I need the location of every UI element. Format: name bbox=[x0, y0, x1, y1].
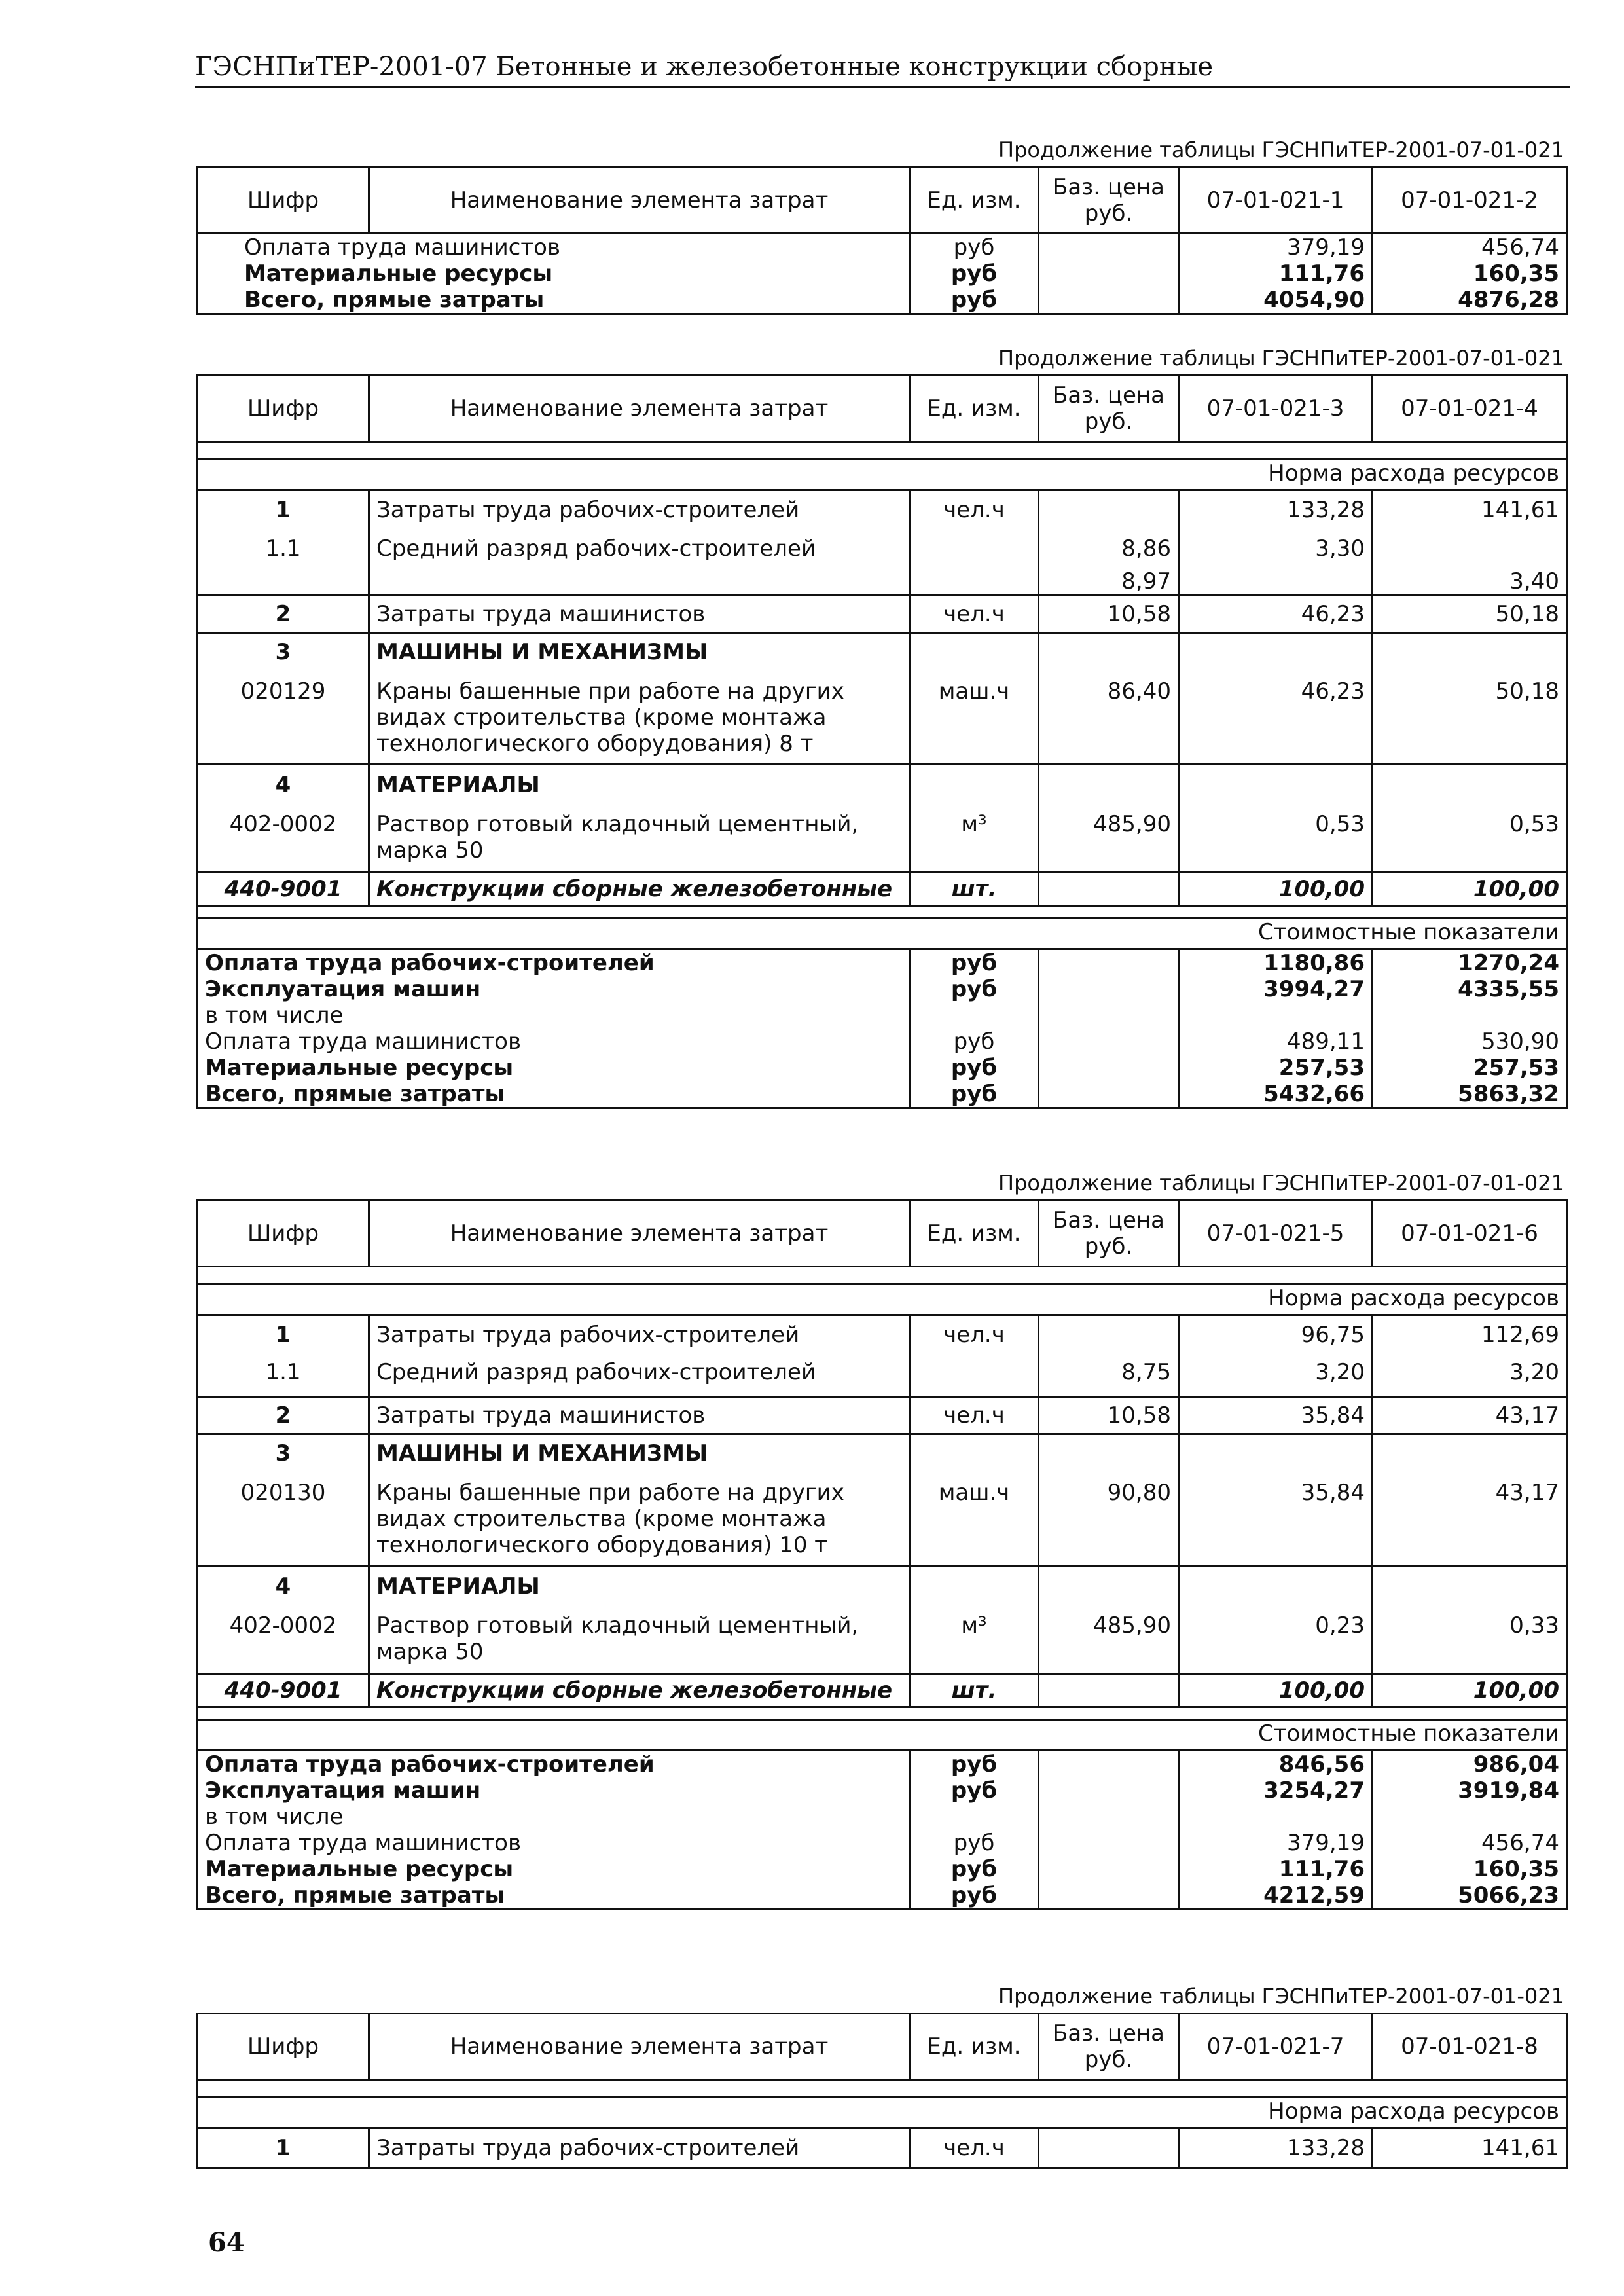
table-header-row bbox=[198, 376, 1567, 442]
row-code: 402-0002 bbox=[198, 1606, 369, 1674]
row-value-b: 5066,23 bbox=[1373, 1882, 1567, 1910]
col-header-price: Баз. цена руб. bbox=[1039, 2014, 1179, 2080]
row-name: Средний разряд рабочих-строителей bbox=[369, 529, 910, 562]
table-header-row bbox=[198, 2014, 1567, 2080]
row-price: 86,40 bbox=[1039, 672, 1179, 765]
row-code: 020130 bbox=[198, 1473, 369, 1566]
row-name: Раствор готовый кладочный цементный, марка 50 bbox=[369, 805, 910, 873]
table-row bbox=[198, 805, 1567, 873]
row-name: Затраты труда рабочих-строителей bbox=[369, 490, 910, 530]
col-header-code: Шифр bbox=[198, 2014, 369, 2080]
row-name: Затраты труда машинистов bbox=[369, 1397, 910, 1434]
row-value-a: 3994,27 bbox=[1179, 976, 1373, 1002]
row-value-a: 46,23 bbox=[1179, 596, 1373, 633]
row-value-b: 43,17 bbox=[1373, 1397, 1567, 1434]
section-heading: МАШИНЫ И МЕХАНИЗМЫ bbox=[369, 633, 910, 672]
row-value-a: 3,20 bbox=[1179, 1354, 1373, 1397]
row-unit: шт. bbox=[910, 1674, 1039, 1707]
row-value-a: 96,75 bbox=[1179, 1315, 1373, 1355]
row-name: Всего, прямые затраты bbox=[198, 287, 910, 314]
row-name: Эксплуатация машин bbox=[198, 976, 910, 1002]
col-header-unit: Ед. изм. bbox=[910, 376, 1039, 442]
col-header-code: Шифр bbox=[198, 1201, 369, 1267]
row-code: 4 bbox=[198, 765, 369, 805]
row-value-a: 5432,66 bbox=[1179, 1081, 1373, 1108]
col-header-unit: Ед. изм. bbox=[910, 168, 1039, 234]
row-price: 90,80 bbox=[1039, 1473, 1179, 1566]
row-name: Оплата труда рабочих-строителей bbox=[198, 949, 910, 977]
row-value-a: 133,28 bbox=[1179, 490, 1373, 530]
row-unit: руб bbox=[910, 1856, 1039, 1882]
row-code: 1 bbox=[198, 2128, 369, 2168]
row-value-b: 456,74 bbox=[1373, 1830, 1567, 1856]
row-unit: руб bbox=[910, 287, 1039, 314]
table-row bbox=[198, 1055, 1567, 1081]
row-value-b: 141,61 bbox=[1373, 490, 1567, 530]
row-unit: руб bbox=[910, 949, 1039, 977]
table-row bbox=[198, 1606, 1567, 1674]
row-value-b: 1270,24 bbox=[1373, 949, 1567, 977]
col-header-b: 07-01-021-2 bbox=[1373, 168, 1567, 234]
col-header-b: 07-01-021-4 bbox=[1373, 376, 1567, 442]
row-value-a: 489,11 bbox=[1179, 1029, 1373, 1055]
row-unit: чел.ч bbox=[910, 490, 1039, 530]
col-header-price: Баз. цена руб. bbox=[1039, 376, 1179, 442]
table-block-3 bbox=[196, 1171, 1566, 1910]
row-value-a: 0,23 bbox=[1179, 1606, 1373, 1674]
row-unit: руб bbox=[910, 1830, 1039, 1856]
table-row bbox=[198, 234, 1567, 261]
row-name: Всего, прямые затраты bbox=[198, 1882, 910, 1910]
col-header-price: Баз. цена руб. bbox=[1039, 1201, 1179, 1267]
continuation-label: Продолжение таблицы ГЭСНПиТЕР-2001-07-01-021 bbox=[998, 1171, 1564, 1195]
norms-table bbox=[196, 374, 1568, 1109]
table-row bbox=[198, 765, 1567, 805]
col-header-b: 07-01-021-8 bbox=[1373, 2014, 1567, 2080]
table-row bbox=[198, 1081, 1567, 1108]
section-heading: МАТЕРИАЛЫ bbox=[369, 765, 910, 805]
col-header-a: 07-01-021-5 bbox=[1179, 1201, 1373, 1267]
row-value-b: 456,74 bbox=[1373, 234, 1567, 261]
row-value-a: 379,19 bbox=[1179, 1830, 1373, 1856]
row-name: Оплата труда рабочих-строителей bbox=[198, 1751, 910, 1778]
table-row bbox=[198, 1804, 1567, 1830]
row-name: Затраты труда рабочих-строителей bbox=[369, 2128, 910, 2168]
row-name: Конструкции сборные железобетонные bbox=[369, 1674, 910, 1707]
row-value-b: 100,00 bbox=[1373, 873, 1567, 906]
row-value-a: 379,19 bbox=[1179, 234, 1373, 261]
row-unit: руб bbox=[910, 1055, 1039, 1081]
table-header-row bbox=[198, 168, 1567, 234]
row-code: 1.1 bbox=[198, 1354, 369, 1397]
row-name: Затраты труда рабочих-строителей bbox=[369, 1315, 910, 1355]
row-code: 440-9001 bbox=[198, 1674, 369, 1707]
row-unit: маш.ч bbox=[910, 672, 1039, 765]
table-header-row bbox=[198, 1201, 1567, 1267]
row-code: 1 bbox=[198, 490, 369, 530]
row-code: 440-9001 bbox=[198, 873, 369, 906]
table-row bbox=[198, 873, 1567, 906]
row-value-b: 141,61 bbox=[1373, 2128, 1567, 2168]
row-code: 3 bbox=[198, 633, 369, 672]
table-row bbox=[198, 1354, 1567, 1397]
table-row bbox=[198, 976, 1567, 1002]
row-value-a: 3,30 bbox=[1179, 529, 1373, 562]
row-unit: чел.ч bbox=[910, 1315, 1039, 1355]
row-name: Средний разряд рабочих-строителей bbox=[369, 1354, 910, 1397]
col-header-a: 07-01-021-1 bbox=[1179, 168, 1373, 234]
section-label: Стоимостные показатели bbox=[198, 1720, 1567, 1751]
row-value-b: 4876,28 bbox=[1373, 287, 1567, 314]
row-value-a: 35,84 bbox=[1179, 1397, 1373, 1434]
row-value-b: 5863,32 bbox=[1373, 1081, 1567, 1108]
row-value-b: 112,69 bbox=[1373, 1315, 1567, 1355]
table-row bbox=[198, 2128, 1567, 2168]
row-price: 10,58 bbox=[1039, 596, 1179, 633]
table-block-2 bbox=[196, 346, 1566, 1109]
col-header-a: 07-01-021-7 bbox=[1179, 2014, 1373, 2080]
table-block-1 bbox=[196, 137, 1566, 315]
table-row bbox=[198, 596, 1567, 633]
row-value-b: 0,53 bbox=[1373, 805, 1567, 873]
col-header-a: 07-01-021-3 bbox=[1179, 376, 1373, 442]
row-name: Материальные ресурсы bbox=[198, 1055, 910, 1081]
table-row bbox=[198, 633, 1567, 672]
section-label: Норма расхода ресурсов bbox=[198, 2098, 1567, 2128]
row-unit: м³ bbox=[910, 805, 1039, 873]
row-value-b: 50,18 bbox=[1373, 596, 1567, 633]
row-value-b: 3919,84 bbox=[1373, 1777, 1567, 1804]
row-name: Краны башенные при работе на других видах строительства (кроме монтажа технологического оборудования) 8 т bbox=[369, 672, 910, 765]
table-row bbox=[198, 1856, 1567, 1882]
row-value-a: 3254,27 bbox=[1179, 1777, 1373, 1804]
table-row bbox=[198, 1882, 1567, 1910]
norms-table bbox=[196, 2013, 1568, 2169]
table-row bbox=[198, 1029, 1567, 1055]
row-unit: руб bbox=[910, 1777, 1039, 1804]
table-row bbox=[198, 261, 1567, 287]
section-label: Норма расхода ресурсов bbox=[198, 460, 1567, 490]
norms-table bbox=[196, 1199, 1568, 1910]
row-code: 1 bbox=[198, 1315, 369, 1355]
table-row bbox=[198, 529, 1567, 562]
row-value-a: 35,84 bbox=[1179, 1473, 1373, 1566]
table-row bbox=[198, 1566, 1567, 1607]
row-value-b: 0,33 bbox=[1373, 1606, 1567, 1674]
row-code: 1.1 bbox=[198, 529, 369, 562]
row-unit: чел.ч bbox=[910, 596, 1039, 633]
section-label: Стоимостные показатели bbox=[198, 919, 1567, 949]
col-header-name: Наименование элемента затрат bbox=[369, 376, 910, 442]
row-value-a: 100,00 bbox=[1179, 1674, 1373, 1707]
row-code: 020129 bbox=[198, 672, 369, 765]
running-header: ГЭСНПиТЕР-2001-07 Бетонные и железобетонные конструкции сборные bbox=[195, 50, 1570, 88]
row-value-a: 846,56 bbox=[1179, 1751, 1373, 1778]
row-price: 8,86 bbox=[1039, 529, 1179, 562]
row-name: Материальные ресурсы bbox=[198, 1856, 910, 1882]
col-header-name: Наименование элемента затрат bbox=[369, 1201, 910, 1267]
row-name: Оплата труда машинистов bbox=[198, 234, 910, 261]
row-unit: чел.ч bbox=[910, 1397, 1039, 1434]
row-value-a: 111,76 bbox=[1179, 1856, 1373, 1882]
table-row bbox=[198, 1473, 1567, 1566]
row-unit: маш.ч bbox=[910, 1473, 1039, 1566]
row-price: 10,58 bbox=[1039, 1397, 1179, 1434]
row-value-b: 50,18 bbox=[1373, 672, 1567, 765]
col-header-price: Баз. цена руб. bbox=[1039, 168, 1179, 234]
table-row bbox=[198, 1434, 1567, 1474]
row-value-a: 133,28 bbox=[1179, 2128, 1373, 2168]
row-name: в том числе bbox=[198, 1002, 910, 1029]
table-row bbox=[198, 490, 1567, 530]
col-header-unit: Ед. изм. bbox=[910, 1201, 1039, 1267]
row-code: 2 bbox=[198, 596, 369, 633]
col-header-unit: Ед. изм. bbox=[910, 2014, 1039, 2080]
row-unit: руб bbox=[910, 261, 1039, 287]
row-value-a: 111,76 bbox=[1179, 261, 1373, 287]
table-row bbox=[198, 1674, 1567, 1707]
table-row bbox=[198, 1751, 1567, 1778]
row-value-b: 4335,55 bbox=[1373, 976, 1567, 1002]
row-value-b: 100,00 bbox=[1373, 1674, 1567, 1707]
row-price: 485,90 bbox=[1039, 805, 1179, 873]
table-row bbox=[198, 1777, 1567, 1804]
section-label: Норма расхода ресурсов bbox=[198, 1285, 1567, 1315]
row-name: Оплата труда машинистов bbox=[198, 1029, 910, 1055]
table-row bbox=[198, 1397, 1567, 1434]
row-name: Всего, прямые затраты bbox=[198, 1081, 910, 1108]
row-price: 8,97 bbox=[1039, 562, 1179, 596]
row-name: в том числе bbox=[198, 1804, 910, 1830]
col-header-code: Шифр bbox=[198, 376, 369, 442]
row-name: Краны башенные при работе на других видах строительства (кроме монтажа технологического оборудования) 10 т bbox=[369, 1473, 910, 1566]
col-header-name: Наименование элемента затрат bbox=[369, 168, 910, 234]
row-code: 3 bbox=[198, 1434, 369, 1474]
section-heading: МАТЕРИАЛЫ bbox=[369, 1566, 910, 1607]
row-unit: шт. bbox=[910, 873, 1039, 906]
row-value-a: 4054,90 bbox=[1179, 287, 1373, 314]
row-unit: руб bbox=[910, 1882, 1039, 1910]
continuation-label: Продолжение таблицы ГЭСНПиТЕР-2001-07-01-021 bbox=[998, 137, 1564, 162]
table-row bbox=[198, 1315, 1567, 1355]
row-value-a: 100,00 bbox=[1179, 873, 1373, 906]
row-unit: руб bbox=[910, 1029, 1039, 1055]
row-unit: чел.ч bbox=[910, 2128, 1039, 2168]
row-name: Конструкции сборные железобетонные bbox=[369, 873, 910, 906]
row-value-a: 257,53 bbox=[1179, 1055, 1373, 1081]
row-name: Эксплуатация машин bbox=[198, 1777, 910, 1804]
row-value-b: 43,17 bbox=[1373, 1473, 1567, 1566]
row-value-a: 1180,86 bbox=[1179, 949, 1373, 977]
row-value-b: 986,04 bbox=[1373, 1751, 1567, 1778]
table-block-4 bbox=[196, 1984, 1566, 2169]
row-value-b: 3,40 bbox=[1373, 562, 1567, 596]
row-value-a: 4212,59 bbox=[1179, 1882, 1373, 1910]
row-unit: руб bbox=[910, 1081, 1039, 1108]
row-price: 8,75 bbox=[1039, 1354, 1179, 1397]
col-header-code: Шифр bbox=[198, 168, 369, 234]
norms-table bbox=[196, 166, 1568, 315]
table-row bbox=[198, 672, 1567, 765]
col-header-b: 07-01-021-6 bbox=[1373, 1201, 1567, 1267]
table-row bbox=[198, 562, 1567, 596]
row-unit: руб bbox=[910, 976, 1039, 1002]
row-value-a: 46,23 bbox=[1179, 672, 1373, 765]
section-heading: МАШИНЫ И МЕХАНИЗМЫ bbox=[369, 1434, 910, 1474]
row-code: 2 bbox=[198, 1397, 369, 1434]
row-value-b: 3,20 bbox=[1373, 1354, 1567, 1397]
row-price: 485,90 bbox=[1039, 1606, 1179, 1674]
row-name: Материальные ресурсы bbox=[198, 261, 910, 287]
table-row bbox=[198, 1830, 1567, 1856]
row-name: Оплата труда машинистов bbox=[198, 1830, 910, 1856]
row-unit: руб bbox=[910, 234, 1039, 261]
row-value-b: 160,35 bbox=[1373, 1856, 1567, 1882]
row-name: Затраты труда машинистов bbox=[369, 596, 910, 633]
col-header-name: Наименование элемента затрат bbox=[369, 2014, 910, 2080]
table-row bbox=[198, 1002, 1567, 1029]
row-unit: м³ bbox=[910, 1606, 1039, 1674]
continuation-label: Продолжение таблицы ГЭСНПиТЕР-2001-07-01-021 bbox=[998, 1984, 1564, 2009]
page-number: 64 bbox=[208, 2227, 245, 2258]
table-row bbox=[198, 287, 1567, 314]
row-value-b: 530,90 bbox=[1373, 1029, 1567, 1055]
row-unit: руб bbox=[910, 1751, 1039, 1778]
row-value-a: 0,53 bbox=[1179, 805, 1373, 873]
row-code: 4 bbox=[198, 1566, 369, 1607]
table-row bbox=[198, 949, 1567, 977]
continuation-label: Продолжение таблицы ГЭСНПиТЕР-2001-07-01-021 bbox=[998, 346, 1564, 371]
row-name: Раствор готовый кладочный цементный, марка 50 bbox=[369, 1606, 910, 1674]
row-value-b: 257,53 bbox=[1373, 1055, 1567, 1081]
row-value-b: 160,35 bbox=[1373, 261, 1567, 287]
row-code: 402-0002 bbox=[198, 805, 369, 873]
